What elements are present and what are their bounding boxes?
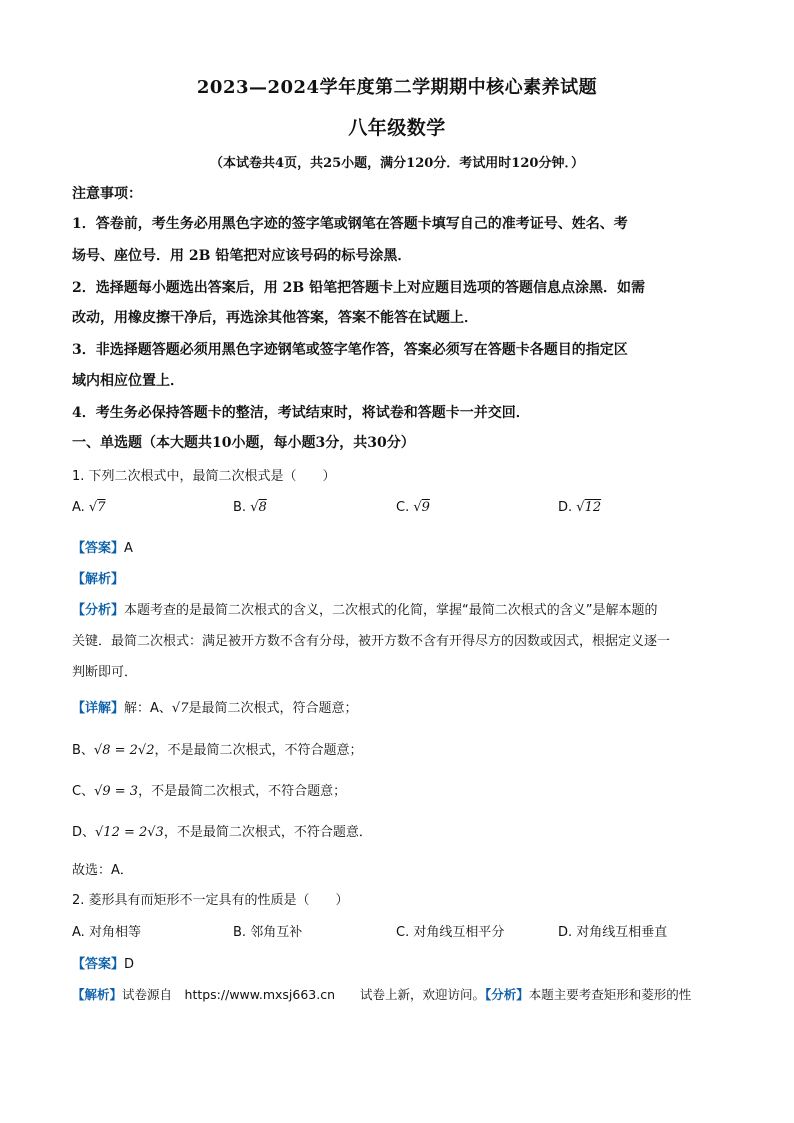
note-line: 域内相应位置上． [72, 373, 184, 389]
q1-option-c: C. √9 [396, 500, 430, 515]
section-heading: 一、单选题（本大题共10小题，每小题3分，共30分） [72, 435, 415, 451]
q2-option-d: D. 对角线互相垂直 [558, 925, 668, 940]
q1-fenxi-line: 判断即可． [72, 665, 138, 680]
question-1-stem: 1. 下列二次根式中，最简二次根式是（ ） [72, 469, 336, 484]
q2-answer: 【答案】D [72, 957, 135, 972]
q1-detail-line: D、√12 = 2√3，不是最简二次根式，不符合题意． [72, 825, 372, 840]
q1-detail-line: 【详解】解：A、√7是最简二次根式，符合题意； [72, 701, 358, 716]
note-line: 2．选择题每小题选出答案后，用 2B 铅笔把答题卡上对应题目选项的答题信息点涂黑．如需 [72, 280, 646, 296]
note-line: 改动，用橡皮擦干净后，再选涂其他答案，答案不能答在试题上． [72, 310, 478, 326]
q1-detail-line: C、√9 = 3，不是最简二次根式，不符合题意； [72, 784, 347, 799]
q1-fenxi-line: 关键．最简二次根式：满足被开方数不含有分母，被开方数不含有开得尽方的因数或因式，根据定义逐一 [72, 634, 671, 649]
source-link[interactable]: 试卷源自 https://www.mxsj663.cn 试卷上新，欢迎访问。 [122, 987, 486, 1002]
exam-title: 2023—2024学年度第二学期期中核心素养试题 [196, 77, 598, 98]
q2-analysis-line: 【解析】试卷源自 https://www.mxsj663.cn 试卷上新，欢迎访问。【分析】本题主要考查矩形和菱形的性 [72, 987, 692, 1002]
q2-option-a: A. 对角相等 [72, 925, 141, 940]
q2-option-b: B. 邻角互补 [233, 925, 303, 940]
note-line: 4．考生务必保持答题卡的整洁，考试结束时，将试卷和答题卡一并交回． [72, 405, 530, 421]
note-line: 1．答卷前，考生务必用黑色字迹的签字笔或钢笔在答题卡填写自己的准考证号、姓名、考 [72, 216, 628, 232]
note-line: 场号、座位号．用 2B 铅笔把对应该号码的标号涂黑． [72, 248, 412, 264]
q1-analysis-tag: 【解析】 [72, 572, 125, 587]
q1-answer: 【答案】A [72, 541, 133, 556]
q1-conclusion: 故选：A． [72, 863, 133, 878]
q1-fenxi-line: 【分析】本题考查的是最简二次根式的含义，二次根式的化简，掌握“最简二次根式的含义”是解本题的 [72, 603, 658, 618]
q2-option-c: C. 对角线互相平分 [396, 925, 505, 940]
q1-detail-line: B、√8 = 2√2，不是最简二次根式，不符合题意； [72, 743, 363, 758]
notes-heading: 注意事项： [72, 186, 142, 202]
subject-title: 八年级数学 [348, 117, 446, 139]
note-line: 3．非选择题答题必须用黑色字迹钢笔或签字笔作答，答案必须写在答题卡各题目的指定区 [72, 342, 628, 358]
q1-option-d: D. √12 [558, 500, 602, 515]
exam-info: （本试卷共4页，共25小题，满分120分．考试用时120分钟．） [210, 156, 584, 171]
q1-option-a: A. √7 [72, 500, 106, 515]
answer-tag: 【答案】 [72, 541, 125, 556]
q1-option-b: B. √8 [233, 500, 267, 515]
question-2-stem: 2. 菱形具有而矩形不一定具有的性质是（ ） [72, 893, 349, 908]
